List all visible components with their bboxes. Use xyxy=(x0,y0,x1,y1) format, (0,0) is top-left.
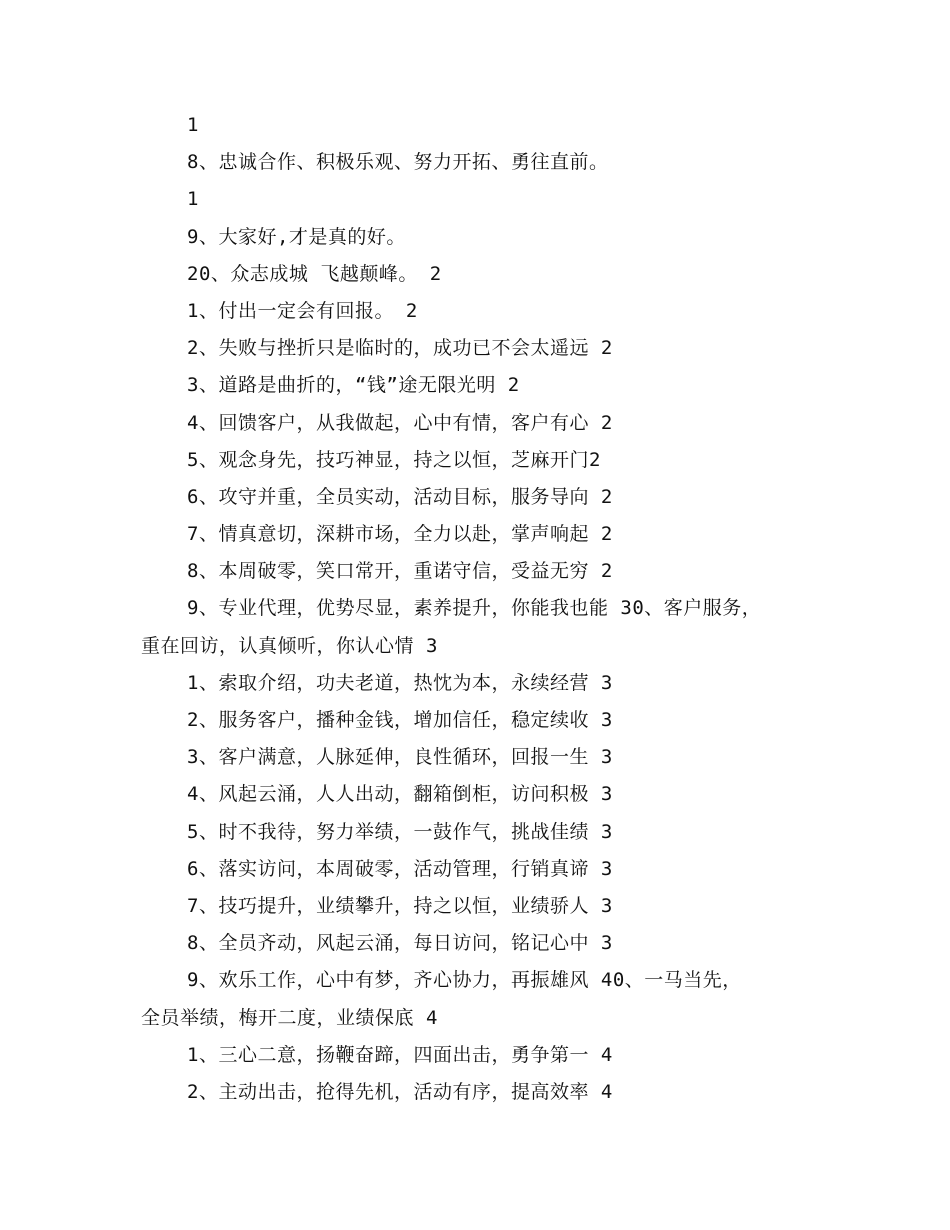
document-line: 6、攻守并重，全员实动，活动目标，服务导向 2 xyxy=(187,485,613,508)
document-line: 1、三心二意，扬鞭奋蹄，四面出击，勇争第一 4 xyxy=(187,1043,613,1066)
document-line: 5、时不我待，努力举绩，一鼓作气，挑战佳绩 3 xyxy=(187,820,613,843)
document-line: 3、客户满意，人脉延伸，良性循环，回报一生 3 xyxy=(187,746,613,769)
document-line: 1、付出一定会有回报。 2 xyxy=(187,299,418,322)
document-line: 6、落实访问，本周破零，活动管理，行销真谛 3 xyxy=(187,857,613,880)
document-line-continuation: 全员举绩，梅开二度，业绩保底 4 xyxy=(141,1006,438,1029)
document-line: 8、忠诚合作、积极乐观、努力开拓、勇往直前。 xyxy=(187,151,609,174)
document-line: 2、失败与挫折只是临时的，成功已不会太遥远 2 xyxy=(187,337,613,360)
document-line: 20、众志成城 飞越颠峰。 2 xyxy=(187,262,442,285)
document-line-continuation: 重在回访，认真倾听，你认心情 3 xyxy=(141,634,438,657)
document-line: 7、情真意切，深耕市场，全力以赴，掌声响起 2 xyxy=(187,523,613,546)
document-line: 4、风起云涌，人人出动，翻箱倒柜，访问积极 3 xyxy=(187,783,613,806)
document-line: 5、观念身先，技巧神显，持之以恒，芝麻开门2 xyxy=(187,448,601,471)
document-line: 2、服务客户，播种金钱，增加信任，稳定续收 3 xyxy=(187,709,613,731)
document-line: 3、道路是曲折的，“钱”途无限光明 2 xyxy=(187,374,520,397)
document-line: 9、欢乐工作，心中有梦，齐心协力，再振雄风 40、一马当先， xyxy=(187,969,742,992)
document-line: 8、本周破零，笑口常开，重诺守信，受益无穷 2 xyxy=(187,560,613,583)
document-line: 8、全员齐动，风起云涌，每日访问，铭记心中 3 xyxy=(187,932,613,955)
document-line: 2、主动出击，抢得先机，活动有序，提高效率 4 xyxy=(187,1080,613,1103)
document-line: 9、大家好,才是真的好。 xyxy=(187,225,406,248)
document-line: 9、专业代理，优势尽显，素养提升，你能我也能 30、客户服务， xyxy=(187,597,762,620)
document-line: 1 xyxy=(187,114,199,136)
document-line: 4、回馈客户，从我做起，心中有情，客户有心 2 xyxy=(187,411,613,434)
document-line: 1 xyxy=(187,188,199,211)
document-line: 1、索取介绍，功夫老道，热忱为本，永续经营 3 xyxy=(187,671,613,694)
document-line: 7、技巧提升，业绩攀升，持之以恒，业绩骄人 3 xyxy=(187,894,613,917)
